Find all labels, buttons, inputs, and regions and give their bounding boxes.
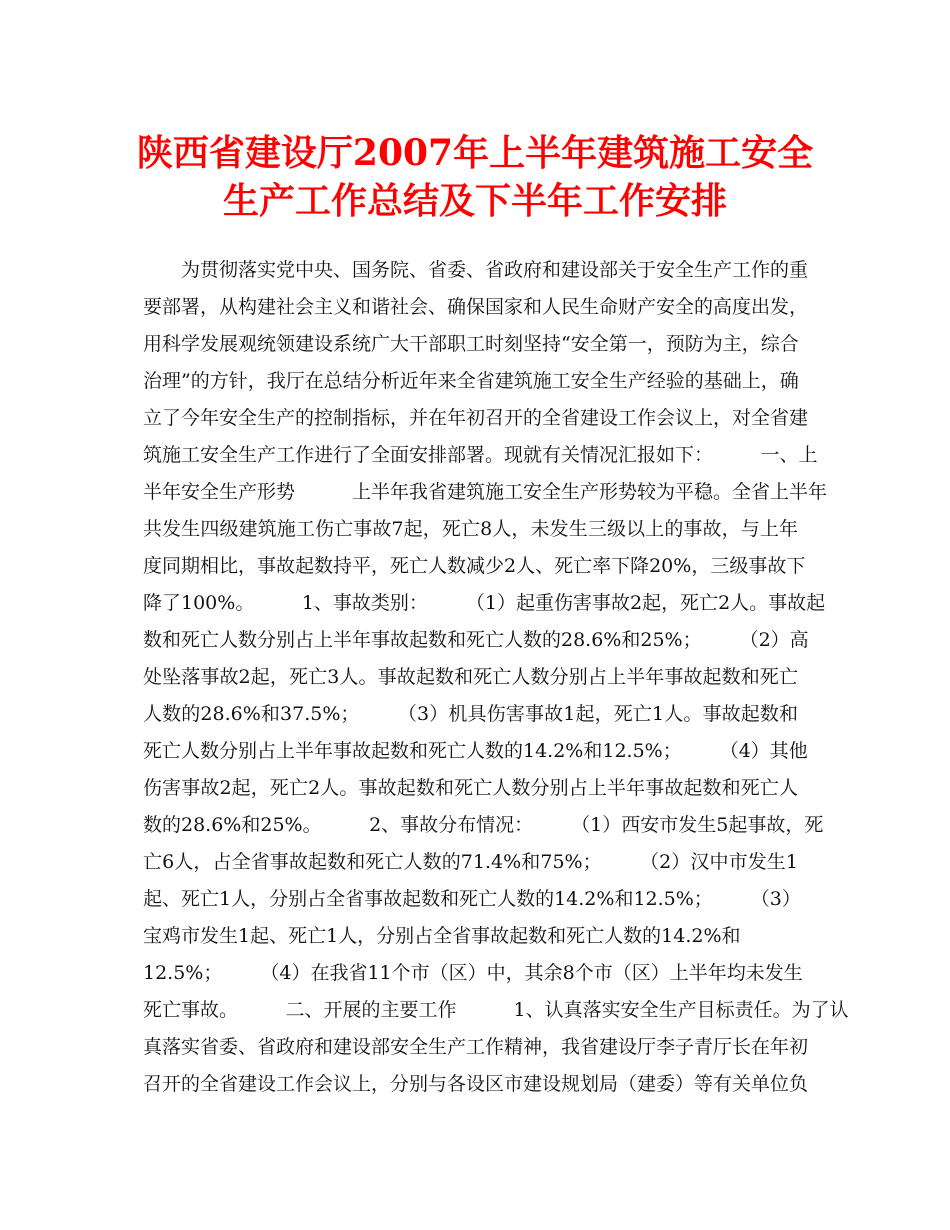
body-line: 数和死亡人数分别占上半年事故起数和死亡人数的28.6%和25%； （2）高 (143, 629, 809, 651)
body-line: 真落实省委、省政府和建设部安全生产工作精神，我省建设厅李子青厅长在年初 (143, 1036, 809, 1058)
body-line: 亡6人，占全省事故起数和死亡人数的71.4%和75%； （2）汉中市发生1 (143, 851, 798, 873)
body-line: 共发生四级建筑施工伤亡事故7起，死亡8人，未发生三级以上的事故，与上年 (143, 518, 798, 540)
body-line: 伤害事故2起，死亡2人。事故起数和死亡人数分别占上半年事故起数和死亡人 (143, 777, 798, 799)
body-line: 人数的28.6%和37.5%； （3）机具伤害事故1起，死亡1人。事故起数和 (143, 703, 798, 725)
body-line: 处坠落事故2起，死亡3人。事故起数和死亡人数分别占上半年事故起数和死亡 (143, 666, 798, 688)
body-line: 半年安全生产形势 上半年我省建筑施工安全生产形势较为平稳。全省上半年 (143, 481, 828, 503)
body-line: 死亡事故。 二、开展的主要工作 1、认真落实安全生产目标责任。为了认 (143, 999, 849, 1021)
body-line: 12.5%； （4）在我省11个市（区）中，其余8个市（区）上半年均未发生 (143, 962, 803, 984)
body-line: 立了今年安全生产的控制指标，并在年初召开的全省建设工作会议上，对全省建 (143, 407, 809, 429)
body-line: 起、死亡1人，分别占全省事故起数和死亡人数的14.2%和12.5%； （3） (143, 888, 801, 910)
body-line: 降了100%。 1、事故类别： （1）起重伤害事故2起，死亡2人。事故起 (143, 592, 826, 614)
body-line: 度同期相比，事故起数持平，死亡人数减少2人、死亡率下降20%，三级事故下 (143, 555, 806, 577)
body-line: 要部署，从构建社会主义和谐社会、确保国家和人民生命财产安全的高度出发， (143, 296, 809, 318)
body-line: 召开的全省建设工作会议上，分别与各设区市建设规划局（建委）等有关单位负 (143, 1073, 809, 1095)
body-line: 筑施工安全生产工作进行了全面安排部署。现就有关情况汇报如下： 一、上 (143, 444, 818, 466)
document-title-line-2: 生产工作总结及下半年工作安排 (222, 180, 727, 222)
body-line: 数的28.6%和25%。 2、事故分布情况： （1）西安市发生5起事故，死 (143, 814, 824, 836)
body-line: 为贯彻落实党中央、国务院、省委、省政府和建设部关于安全生产工作的重 (143, 259, 809, 281)
body-line: 治理”的方针，我厅在总结分析近年来全省建筑施工安全生产经验的基础上，确 (143, 370, 799, 392)
body-line: 死亡人数分别占上半年事故起数和死亡人数的14.2%和12.5%； （4）其他 (143, 740, 808, 762)
body-line: 宝鸡市发生1起、死亡1人，分别占全省事故起数和死亡人数的14.2%和 (143, 925, 741, 947)
document-title-line-1: 陕西省建设厅2007年上半年建筑施工安全 (136, 132, 814, 174)
body-line: 用科学发展观统领建设系统广大干部职工时刻坚持“安全第一，预防为主，综合 (143, 333, 799, 355)
